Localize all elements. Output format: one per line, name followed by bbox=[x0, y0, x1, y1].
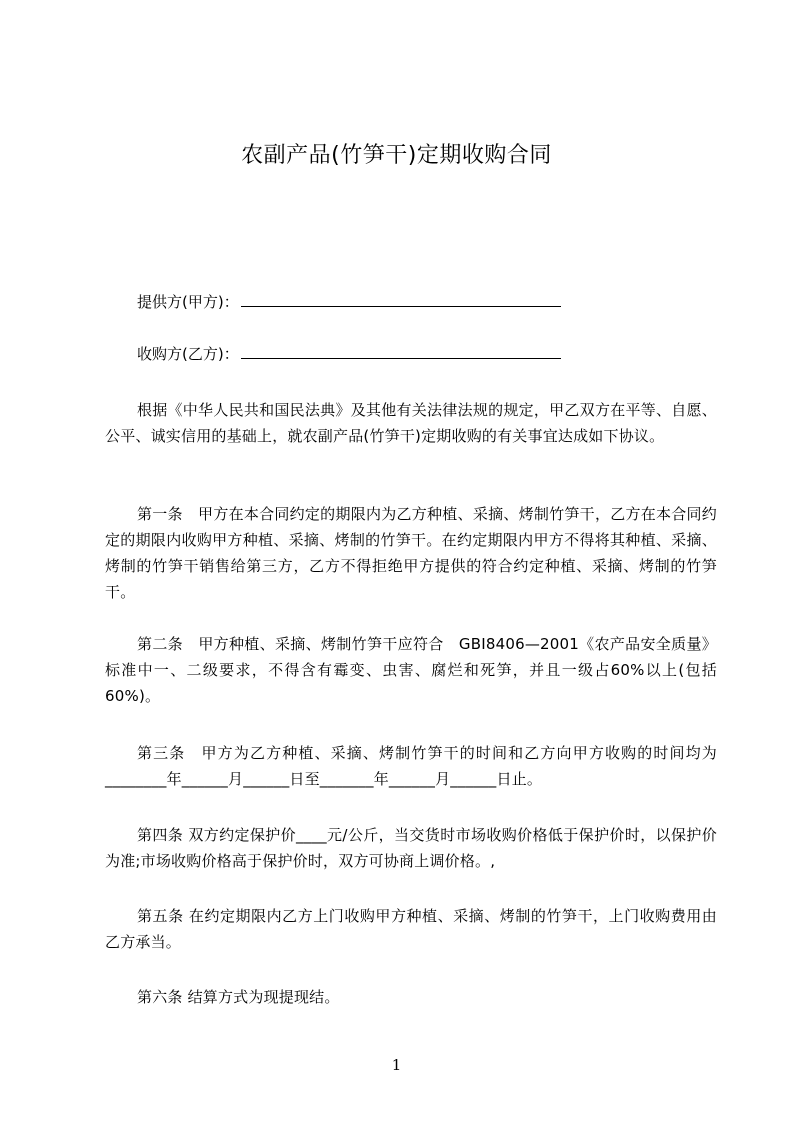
article-6: 第六条 结算方式为现提现结。 bbox=[137, 988, 340, 1006]
party-b-field bbox=[137, 343, 561, 365]
party-a-blank-line bbox=[241, 292, 561, 307]
party-a-field bbox=[137, 291, 561, 313]
party-a-label: 提供方(甲方)： bbox=[137, 293, 239, 311]
article-5: 第五条 在约定期限内乙方上门收购甲方种植、采摘、烤制的竹笋干，上门收购费用由乙方承当。 bbox=[105, 907, 717, 951]
article-2: 第二条 甲方种植、采摘、烤制竹笋干应符合 GBI8406—2001《农产品安全质量》标准中一、二级要求，不得含有霉变、虫害、腐烂和死笋，并且一级占60%以上(包括60%)。 bbox=[105, 635, 717, 705]
document-title: 农副产品(竹笋干)定期收购合同 bbox=[241, 143, 552, 168]
article-1: 第一条 甲方在本合同约定的期限内为乙方种植、采摘、烤制竹笋干，乙方在本合同约定的期限内收购甲方种植、采摘、烤制的竹笋干。在约定期限内甲方不得将其种植、采摘、烤制的竹笋干销售给第三方，乙方不得拒绝甲方提供的符合约定种植、采摘、烤制的竹笋干。 bbox=[105, 505, 717, 601]
party-b-blank-line bbox=[241, 344, 561, 359]
article-4: 第四条 双方约定保护价____元/公斤，当交货时市场收购价格低于保护价时，以保护价为准;市场收购价格高于保护价时，双方可协商上调价格。, bbox=[105, 826, 717, 870]
intro-paragraph: 根据《中华人民共和国民法典》及其他有关法律法规的规定，甲乙双方在平等、自愿、公平、诚实信用的基础上，就农副产品(竹笋干)定期收购的有关事宜达成如下协议。 bbox=[105, 401, 717, 445]
article-3: 第三条 甲方为乙方种植、采摘、烤制竹笋干的时间和乙方向甲方收购的时间均为________年______月______日至_______年______月______日止。 bbox=[105, 744, 717, 788]
page-number: 1 bbox=[391, 1056, 402, 1074]
party-b-label: 收购方(乙方)： bbox=[137, 345, 239, 363]
